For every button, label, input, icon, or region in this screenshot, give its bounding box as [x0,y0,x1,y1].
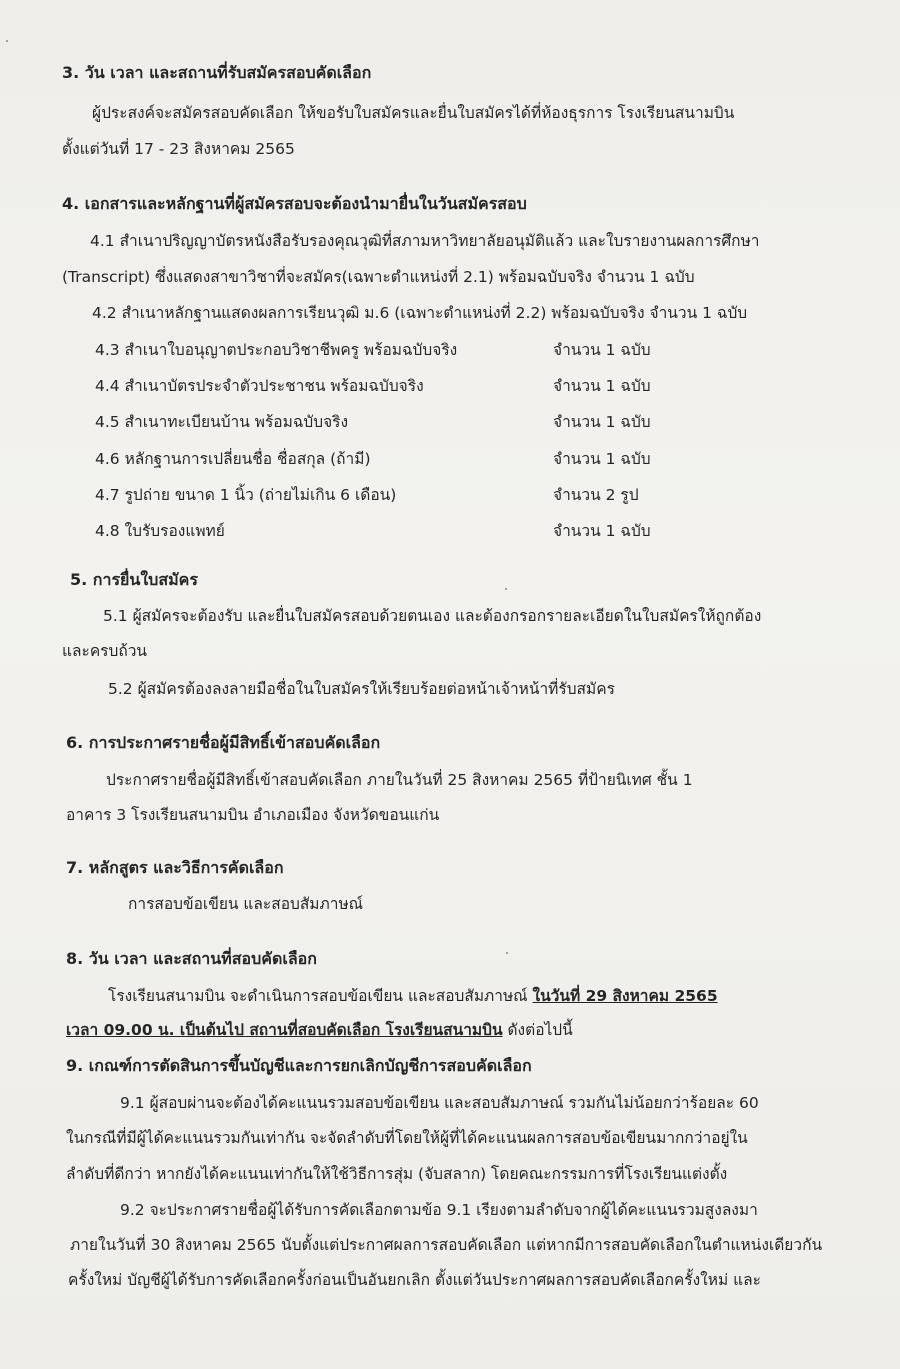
scan-speck [506,952,508,954]
item-9-2-cont-2: ครั้งใหม่ บัญชีผู้ได้รับการคัดเลือกครั้งก่อนเป็นอันยกเลิก ตั้งแต่วันประกาศผลการสอบคัดเลือกครั้งใหม่ และ [68,1271,761,1289]
item-4-2: 4.2 สำเนาหลักฐานแสดงผลการเรียนวุฒิ ม.6 (เฉพาะตำแหน่งที่ 2.2) พร้อมฉบับจริง จำนวน 1 ฉบับ [92,304,748,322]
item-9-1-cont-2: ลำดับที่ดีกว่า หากยังได้คะแนนเท่ากันให้ใช้วิธีการสุ่ม (จับสลาก) โดยคณะกรรมการที่โรงเรียนแต่งตั้ง [66,1165,728,1183]
item-4-4-label: 4.4 สำเนาบัตรประจำตัวประชาชน พร้อมฉบับจริง [95,377,424,395]
section-5-heading: 5. การยื่นใบสมัคร [70,570,198,589]
section-8-text [108,986,718,1006]
item-4-6-label: 4.6 หลักฐานการเปลี่ยนชื่อ ชื่อสกุล (ถ้ามี) [95,450,371,468]
item-9-1: 9.1 ผู้สอบผ่านจะต้องได้คะแนนรวมสอบข้อเขียน และสอบสัมภาษณ์ รวมกันไม่น้อยกว่าร้อยละ 60 [120,1094,759,1112]
section-6-heading: 6. การประกาศรายชื่อผู้มีสิทธิ์เข้าสอบคัดเลือก [66,733,381,752]
item-5-1: 5.1 ผู้สมัครจะต้องรับ และยื่นใบสมัครสอบด้วยตนเอง และต้องกรอกรายละเอียดในใบสมัครให้ถูกต้อง [103,607,762,625]
item-4-7-qty: จำนวน 2 รูป [553,486,639,504]
section-3-date: ตั้งแต่วันที่ 17 - 23 สิงหาคม 2565 [62,140,295,158]
item-9-2: 9.2 จะประกาศรายชื่อผู้ได้รับการคัดเลือกตามข้อ 9.1 เรียงตามลำดับจากผู้ได้คะแนนรวมสูงลงมา [120,1201,758,1219]
item-4-8-label: 4.8 ใบรับรองแพทย์ [95,522,225,540]
section-7-text: การสอบข้อเขียน และสอบสัมภาษณ์ [128,895,364,913]
item-4-7-label: 4.7 รูปถ่าย ขนาด 1 นิ้ว (ถ่ายไม่เกิน 6 เดือน) [95,486,397,504]
scan-speck [6,40,8,42]
exam-date: ในวันที่ 29 สิงหาคม 2565 [532,987,718,1005]
item-4-3-qty: จำนวน 1 ฉบับ [553,341,651,359]
section-8-text-cont [66,1020,573,1040]
item-4-4-qty: จำนวน 1 ฉบับ [553,377,651,395]
item-4-1: 4.1 สำเนาปริญญาบัตรหนังสือรับรองคุณวุฒิที่สภามหาวิทยาลัยอนุมัติแล้ว และใบรายงานผลการศึกษา [90,232,760,250]
section-9-heading: 9. เกณฑ์การตัดสินการขึ้นบัญชีและการยกเลิกบัญชีการสอบคัดเลือก [66,1056,532,1075]
section-6-text: ประกาศรายชื่อผู้มีสิทธิ์เข้าสอบคัดเลือก ภายในวันที่ 25 สิงหาคม 2565 ที่ป้ายนิเทศ ชั้น 1 [106,771,693,789]
item-4-5-qty: จำนวน 1 ฉบับ [553,413,651,431]
item-4-1-cont: (Transcript) ซึ่งแสดงสาขาวิชาที่จะสมัคร(เฉพาะตำแหน่งที่ 2.1) พร้อมฉบับจริง จำนวน 1 ฉบับ [62,268,695,286]
section-8-text-tail: ดังต่อไปนี้ [502,1021,573,1039]
section-8-text-plain: โรงเรียนสนามบิน จะดำเนินการสอบข้อเขียน และสอบสัมภาษณ์ [108,987,533,1005]
item-4-6-qty: จำนวน 1 ฉบับ [553,450,651,468]
item-9-2-cont-1: ภายในวันที่ 30 สิงหาคม 2565 นับตั้งแต่ประกาศผลการสอบคัดเลือก แต่หากมีการสอบคัดเลือกในตำแหน่งเดียวกัน [70,1236,823,1254]
section-7-heading: 7. หลักสูตร และวิธีการคัดเลือก [66,858,284,877]
item-5-1-cont: และครบถ้วน [62,642,148,660]
exam-time-place: เวลา 09.00 น. เป็นต้นไป สถานที่สอบคัดเลือก โรงเรียนสนามบิน [66,1021,503,1039]
scan-speck [505,588,507,590]
section-3-text: ผู้ประสงค์จะสมัครสอบคัดเลือก ให้ขอรับใบสมัครและยื่นใบสมัครได้ที่ห้องธุรการ โรงเรียนสนามบิน [92,104,735,122]
section-3-heading: 3. วัน เวลา และสถานที่รับสมัครสอบคัดเลือก [62,63,372,82]
item-9-1-cont-1: ในกรณีที่มีผู้ได้คะแนนรวมกันเท่ากัน จะจัดลำดับที่โดยให้ผู้ที่ได้คะแนนผลการสอบข้อเขียนมากกว่าอยู่ใน [66,1129,748,1147]
section-8-heading: 8. วัน เวลา และสถานที่สอบคัดเลือก [66,949,317,968]
item-4-5-label: 4.5 สำเนาทะเบียนบ้าน พร้อมฉบับจริง [95,413,349,431]
item-4-8-qty: จำนวน 1 ฉบับ [553,522,651,540]
section-4-heading: 4. เอกสารและหลักฐานที่ผู้สมัครสอบจะต้องนำมายื่นในวันสมัครสอบ [62,194,527,213]
item-4-3-label: 4.3 สำเนาใบอนุญาตประกอบวิชาชีพครู พร้อมฉบับจริง [95,341,458,359]
section-6-text-cont: อาคาร 3 โรงเรียนสนามบิน อำเภอเมือง จังหวัดขอนแก่น [66,806,440,824]
item-5-2: 5.2 ผู้สมัครต้องลงลายมือชื่อในใบสมัครให้เรียบร้อยต่อหน้าเจ้าหน้าที่รับสมัคร [108,680,615,698]
